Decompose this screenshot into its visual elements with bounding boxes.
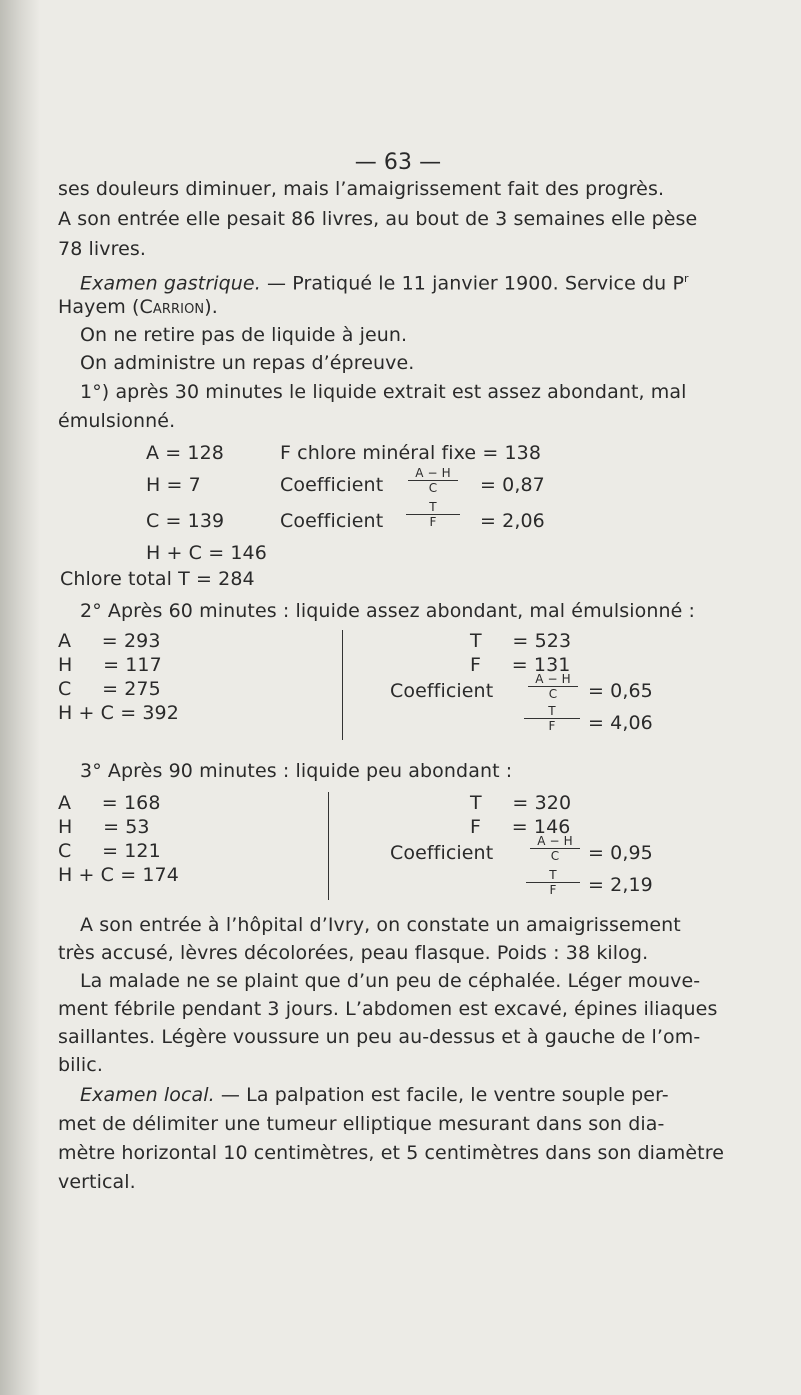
page-shadow-edge [0,0,40,1395]
value-a: A = 168 [58,792,161,814]
value-f: F = 146 [470,816,571,838]
numerator: T [526,868,580,883]
numerator: T [524,704,580,719]
text-line: ment fébrile pendant 3 jours. L’abdomen est excavé, épines iliaques [58,998,718,1020]
text-span: ). [204,296,218,318]
denominator: C [550,849,560,863]
text-line: met de délimiter une tumeur elliptique mesurant dans son dia- [58,1113,665,1135]
denominator: F [548,719,556,733]
value-t: T = 320 [470,792,572,814]
text-line: ses douleurs diminuer, mais l’amaigrissement fait des progrès. [58,178,665,200]
value-h: H = 7 [146,474,201,496]
text-line: émulsionné. [58,410,176,432]
fraction [528,672,578,701]
coef-label: Coefficient [280,474,384,496]
numerator: T [406,500,460,515]
fraction [526,868,580,897]
fraction [524,704,580,733]
value-hc: H + C = 174 [58,864,179,886]
coef-label: Coefficient [280,510,384,532]
text-line: La malade ne se plaint que d’un peu de céphalée. Léger mouve- [80,970,701,992]
value-a: A = 293 [58,630,161,652]
fraction [408,466,458,495]
text-span: — Pratiqué le 11 janvier 1900. Service du P [260,272,685,295]
divider-line [342,630,343,740]
denominator: C [548,687,558,701]
denominator: F [549,883,557,897]
exam-heading-line [58,266,780,296]
text-span: — La palpation est facile, le ventre souple per- [214,1084,669,1106]
text-line: 78 livres. [58,238,147,260]
text-line: On ne retire pas de liquide à jeun. [80,324,408,346]
coef-value: = 2,19 [588,874,653,896]
numerator: A − H [528,672,578,687]
text-line: mètre horizontal 10 centimètres, et 5 centimètres dans son diamètre [58,1142,724,1164]
coef-value: = 0,65 [588,680,653,702]
value-total: Chlore total T = 284 [60,568,255,590]
author-name: Carrion [139,296,205,318]
coef-value: = 4,06 [588,712,653,734]
text-line: saillantes. Légère voussure un peu au-dessus et à gauche de l’om- [58,1026,701,1048]
superscript: r [684,272,689,285]
value-t: T = 523 [470,630,572,652]
coef-value: = 0,95 [588,842,653,864]
coef-label: Coefficient [390,680,494,702]
text-line: bilic. [58,1054,103,1076]
value-a: A = 128 [146,442,224,464]
numerator: A − H [408,466,458,481]
text-line: On administre un repas d’épreuve. [80,352,415,374]
text-line: A son entrée à l’hôpital d’Ivry, on constate un amaigrissement [80,914,681,936]
text-line: 3° Après 90 minutes : liquide peu abondant : [80,760,513,782]
value-c: C = 139 [146,510,225,532]
fraction [530,834,580,863]
value-fixe: F chlore minéral fixe = 138 [280,442,542,464]
text-line: vertical. [58,1171,136,1193]
value-f: F = 131 [470,654,571,676]
divider-line [328,792,329,900]
text-line [58,294,780,320]
coef-value: = 0,87 [480,474,545,496]
text-line: très accusé, lèvres décolorées, peau flasque. Poids : 38 kilog. [58,942,649,964]
value-c: C = 121 [58,840,161,862]
section-heading: Examen gastrique. [80,272,261,295]
numerator: A − H [530,834,580,849]
local-heading-line [58,1082,780,1108]
denominator: C [428,481,438,495]
coef-value: = 2,06 [480,510,545,532]
value-c: C = 275 [58,678,161,700]
text-line: 1°) après 30 minutes le liquide extrait est assez abondant, mal [80,381,687,403]
value-h: H = 117 [58,654,162,676]
value-hc: H + C = 146 [146,542,267,564]
coef-label: Coefficient [390,842,494,864]
fraction [406,500,460,529]
text-line: A son entrée elle pesait 86 livres, au bout de 3 semaines elle pèse [58,208,698,230]
value-h: H = 53 [58,816,150,838]
denominator: F [429,515,437,529]
value-hc: H + C = 392 [58,702,179,724]
section-heading: Examen local. [80,1084,215,1106]
page-number: — 63 — [354,150,442,175]
text-span: Hayem ( [58,296,140,318]
text-line: 2° Après 60 minutes : liquide assez abondant, mal émulsionné : [80,600,696,622]
